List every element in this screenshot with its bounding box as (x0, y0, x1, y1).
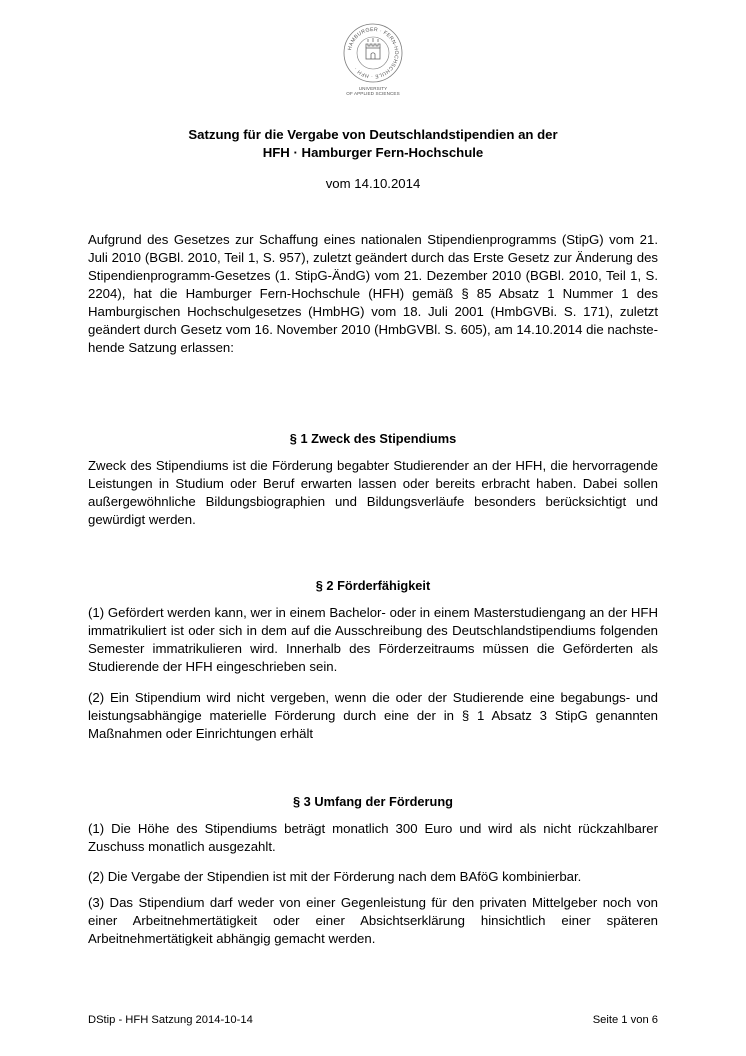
logo-subtitle-1: UNIVERSITY (358, 86, 388, 91)
hfh-logo (338, 22, 408, 97)
footer-document-id: DStip - HFH Satzung 2014-10-14 (88, 1014, 253, 1026)
section-3-paragraph-2: (2) Die Vergabe der Stipendien ist mit der Förderung nach dem BAföG kombinierbar. (88, 869, 582, 884)
document-date: vom 14.10.2014 (325, 176, 421, 191)
section-3-paragraph-1: (1) Die Höhe des Stipendiums beträgt monatlich 300 Euro und wird als nicht rückzahlbarer Zuschuss monatlich ausgezahlt. (88, 821, 658, 854)
logo-subtitle-2: OF APPLIED SCIENCES (346, 91, 400, 97)
footer-page-number: Seite 1 von 6 (592, 1014, 658, 1026)
section-3-paragraph-3: (3) Das Stipendium darf weder von einer Gegenleistung für den privaten Mittelgeber noch von einer Arbeitnehmertätigkeit oder einer Absichtserklärung hinsichtlich einer späteren Arbeitnehmertätigkeit abhängig gemacht werden. (88, 895, 658, 946)
section-1-paragraph: Zweck des Stipendiums ist die Förderung begabter Studierender an der HFH, die hervorragende Leistungen in Studium oder Beruf erwarten lassen oder bereits erbracht haben. Dabei sollen außergewöhnliche Bildungsbiographien und Bildungsverläufe besonders berücksichtigt und gewürdigt werden. (88, 458, 658, 527)
page-footer (88, 1013, 658, 1027)
preamble-paragraph: Aufgrund des Gesetzes zur Schaffung eines nationalen Stipendienprogramms (StipG) vom 21. Juli 2010 (BGBl. 2010, Teil 1, S. 957), zuletzt geändert durch das Erste Gesetz zur Änderung des Stipendienprogramm-Gesetzes (1. StipG-ÄndG) vom 21. Dezember 2010 (BGBl. 2010, Teil 1, S. 2204), hat die Hamburger Fern-Hochschule (HFH) gemäß § 85 Absatz 1 Nummer 1 des Hamburgischen Hochschulgesetzes (HmbHG) vom 18. Juli 2001 (HmbGVBi. S. 171), zuletzt geändert durch Gesetz vom 16. November 2010 (HmbGVBl. S. 605), am 14.10.2014 die nachstehende Satzung erlassen: (88, 232, 658, 355)
title-line-1: Satzung für die Vergabe von Deutschlandstipendien an der (188, 127, 558, 142)
section-2-paragraph-2: (2) Ein Stipendium wird nicht vergeben, wenn die oder der Studierende eine begabungs- und leistungsabhängige materielle Förderung durch eine der in § 1 Absatz 3 StipG genannten Maßnahmen oder Einrichtungen erhält (88, 690, 658, 741)
section-2-paragraph-1: (1) Gefördert werden kann, wer in einem Bachelor- oder in einem Masterstudiengang an der HFH immatrikuliert ist oder sich in dem auf die Ausschreibung des Deutschlandstipendiums folgenden Semester immatrikulieren wird. Innerhalb des Förderzeitraums müssen die Geförderten als Studierende der HFH eingeschrieben sein. (88, 605, 658, 674)
section-3-heading: § 3 Umfang der Förderung (293, 794, 453, 809)
section-1-heading: § 1 Zweck des Stipendiums (289, 431, 457, 446)
document-title (90, 126, 656, 162)
logo-ring-text: HAMBURGER · FERN-HOCHSCHULE · HFH · (347, 26, 400, 80)
title-line-2: HFH · Hamburger Fern-Hochschule (262, 145, 484, 160)
hfh-seal-icon (342, 22, 404, 84)
section-2-heading: § 2 Förderfähigkeit (315, 578, 431, 593)
